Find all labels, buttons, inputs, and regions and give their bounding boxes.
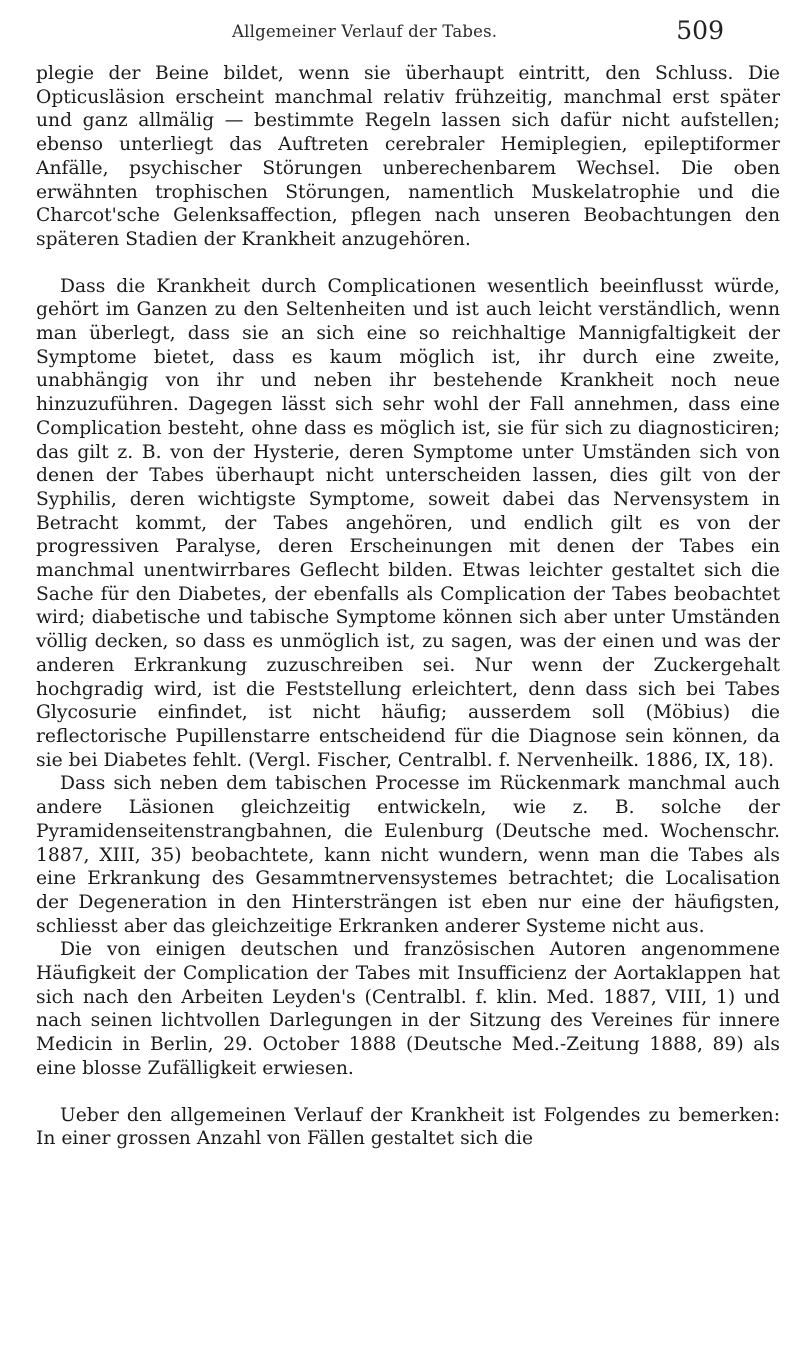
page-number: 509	[676, 16, 724, 45]
running-head: Allgemeiner Verlauf der Tabes.	[232, 22, 498, 41]
paragraph: Dass sich neben dem tabischen Processe im Rückenmark manchmal auch andere Läsionen gleichzeitig entwickeln, wie z. B. solche der Pyramidenseitenstrangbahnen, die Eulenburg (Deutsche med. Wochenschr. 1887, XIII, 35) beobachtete, kann nicht wundern, wenn man die Tabes als eine Erkrankung des Gesammtnervensystemes betrachtet; die Localisation der Degeneration in den Hintersträngen ist eben nur eine der häufigsten, schliesst aber das gleichzeitige Erkranken anderer Systeme nicht aus.	[36, 773, 780, 937]
paragraph: plegie der Beine bildet, wenn sie überhaupt eintritt, den Schluss. Die Opticusläsion erscheint manchmal relativ frühzeitig, manchmal erst später und ganz allmälig — bestimmte Regeln lassen sich dafür nicht aufstellen; ebenso unterliegt das Auftreten cerebraler Hemiplegien, epileptiformer Anfälle, psychischer Störungen unberechenbarem Wechsel. Die oben erwähnten trophischen Störungen, namentlich Muskelatrophie und die Charcot'sche Gelenksaffection, pflegen nach unseren Beobachtungen den späteren Stadien der Krankheit anzugehören.	[36, 63, 780, 250]
page-header	[232, 14, 724, 48]
paragraph: Dass die Krankheit durch Complicationen wesentlich beeinflusst würde, gehört im Ganzen zu den Seltenheiten und ist auch leicht verständlich, wenn man überlegt, dass sie an sich eine so reichhaltige Mannigfaltigkeit der Symptome bietet, dass es kaum möglich ist, ihr durch eine zweite, unabhängig von ihr und neben ihr bestehende Krankheit noch neue hinzuzuführen. Dagegen lässt sich sehr wohl der Fall annehmen, dass eine Complication besteht, ohne dass es möglich ist, sie für sich zu diagnosticiren; das gilt z. B. von der Hysterie, deren Symptome unter Umständen sich von denen der Tabes überhaupt nicht unterscheiden lassen, dies gilt von der Syphilis, deren wichtigste Symptome, soweit dabei das Nervensystem in Betracht kommt, der Tabes angehören, und endlich gilt es von der progressiven Paralyse, deren Erscheinungen mit denen der Tabes ein manchmal unentwirrbares Geflecht bilden. Etwas leichter gestaltet sich die Sache für den Diabetes, der ebenfalls als Complication der Tabes beobachtet wird; diabetische und tabische Symptome können sich aber unter Umständen völlig decken, so dass es unmöglich ist, zu sagen, was der einen und was der anderen Erkrankung zuzuschreiben sei. Nur wenn der Zuckergehalt hochgradig wird, ist die Feststellung erleichtert, denn dass sich bei Tabes Glycosurie einfindet, ist nicht häufig; ausserdem soll (Möbius) die reflectorische Pupillenstarre entscheidend für die Diagnose sein können, da sie bei Diabetes fehlt. (Vergl. Fischer, Centralbl. f. Nervenheilk. 1886, IX, 18).	[36, 275, 780, 771]
paragraph: Ueber den allgemeinen Verlauf der Krankheit ist Folgendes zu bemerken: In einer grossen Anzahl von Fällen gestaltet sich die	[36, 1104, 780, 1150]
body-text	[36, 62, 780, 1151]
paragraph: Die von einigen deutschen und französischen Autoren angenommene Häufigkeit der Complication der Tabes mit Insufficienz der Aortaklappen hat sich nach den Arbeiten Leyden's (Centralbl. f. klin. Med. 1887, VIII, 1) und nach seinen lichtvollen Darlegungen in der Sitzung des Vereines für innere Medicin in Berlin, 29. October 1888 (Deutsche Med.-Zeitung 1888, 89) als eine blosse Zufälligkeit erwiesen.	[36, 939, 780, 1079]
